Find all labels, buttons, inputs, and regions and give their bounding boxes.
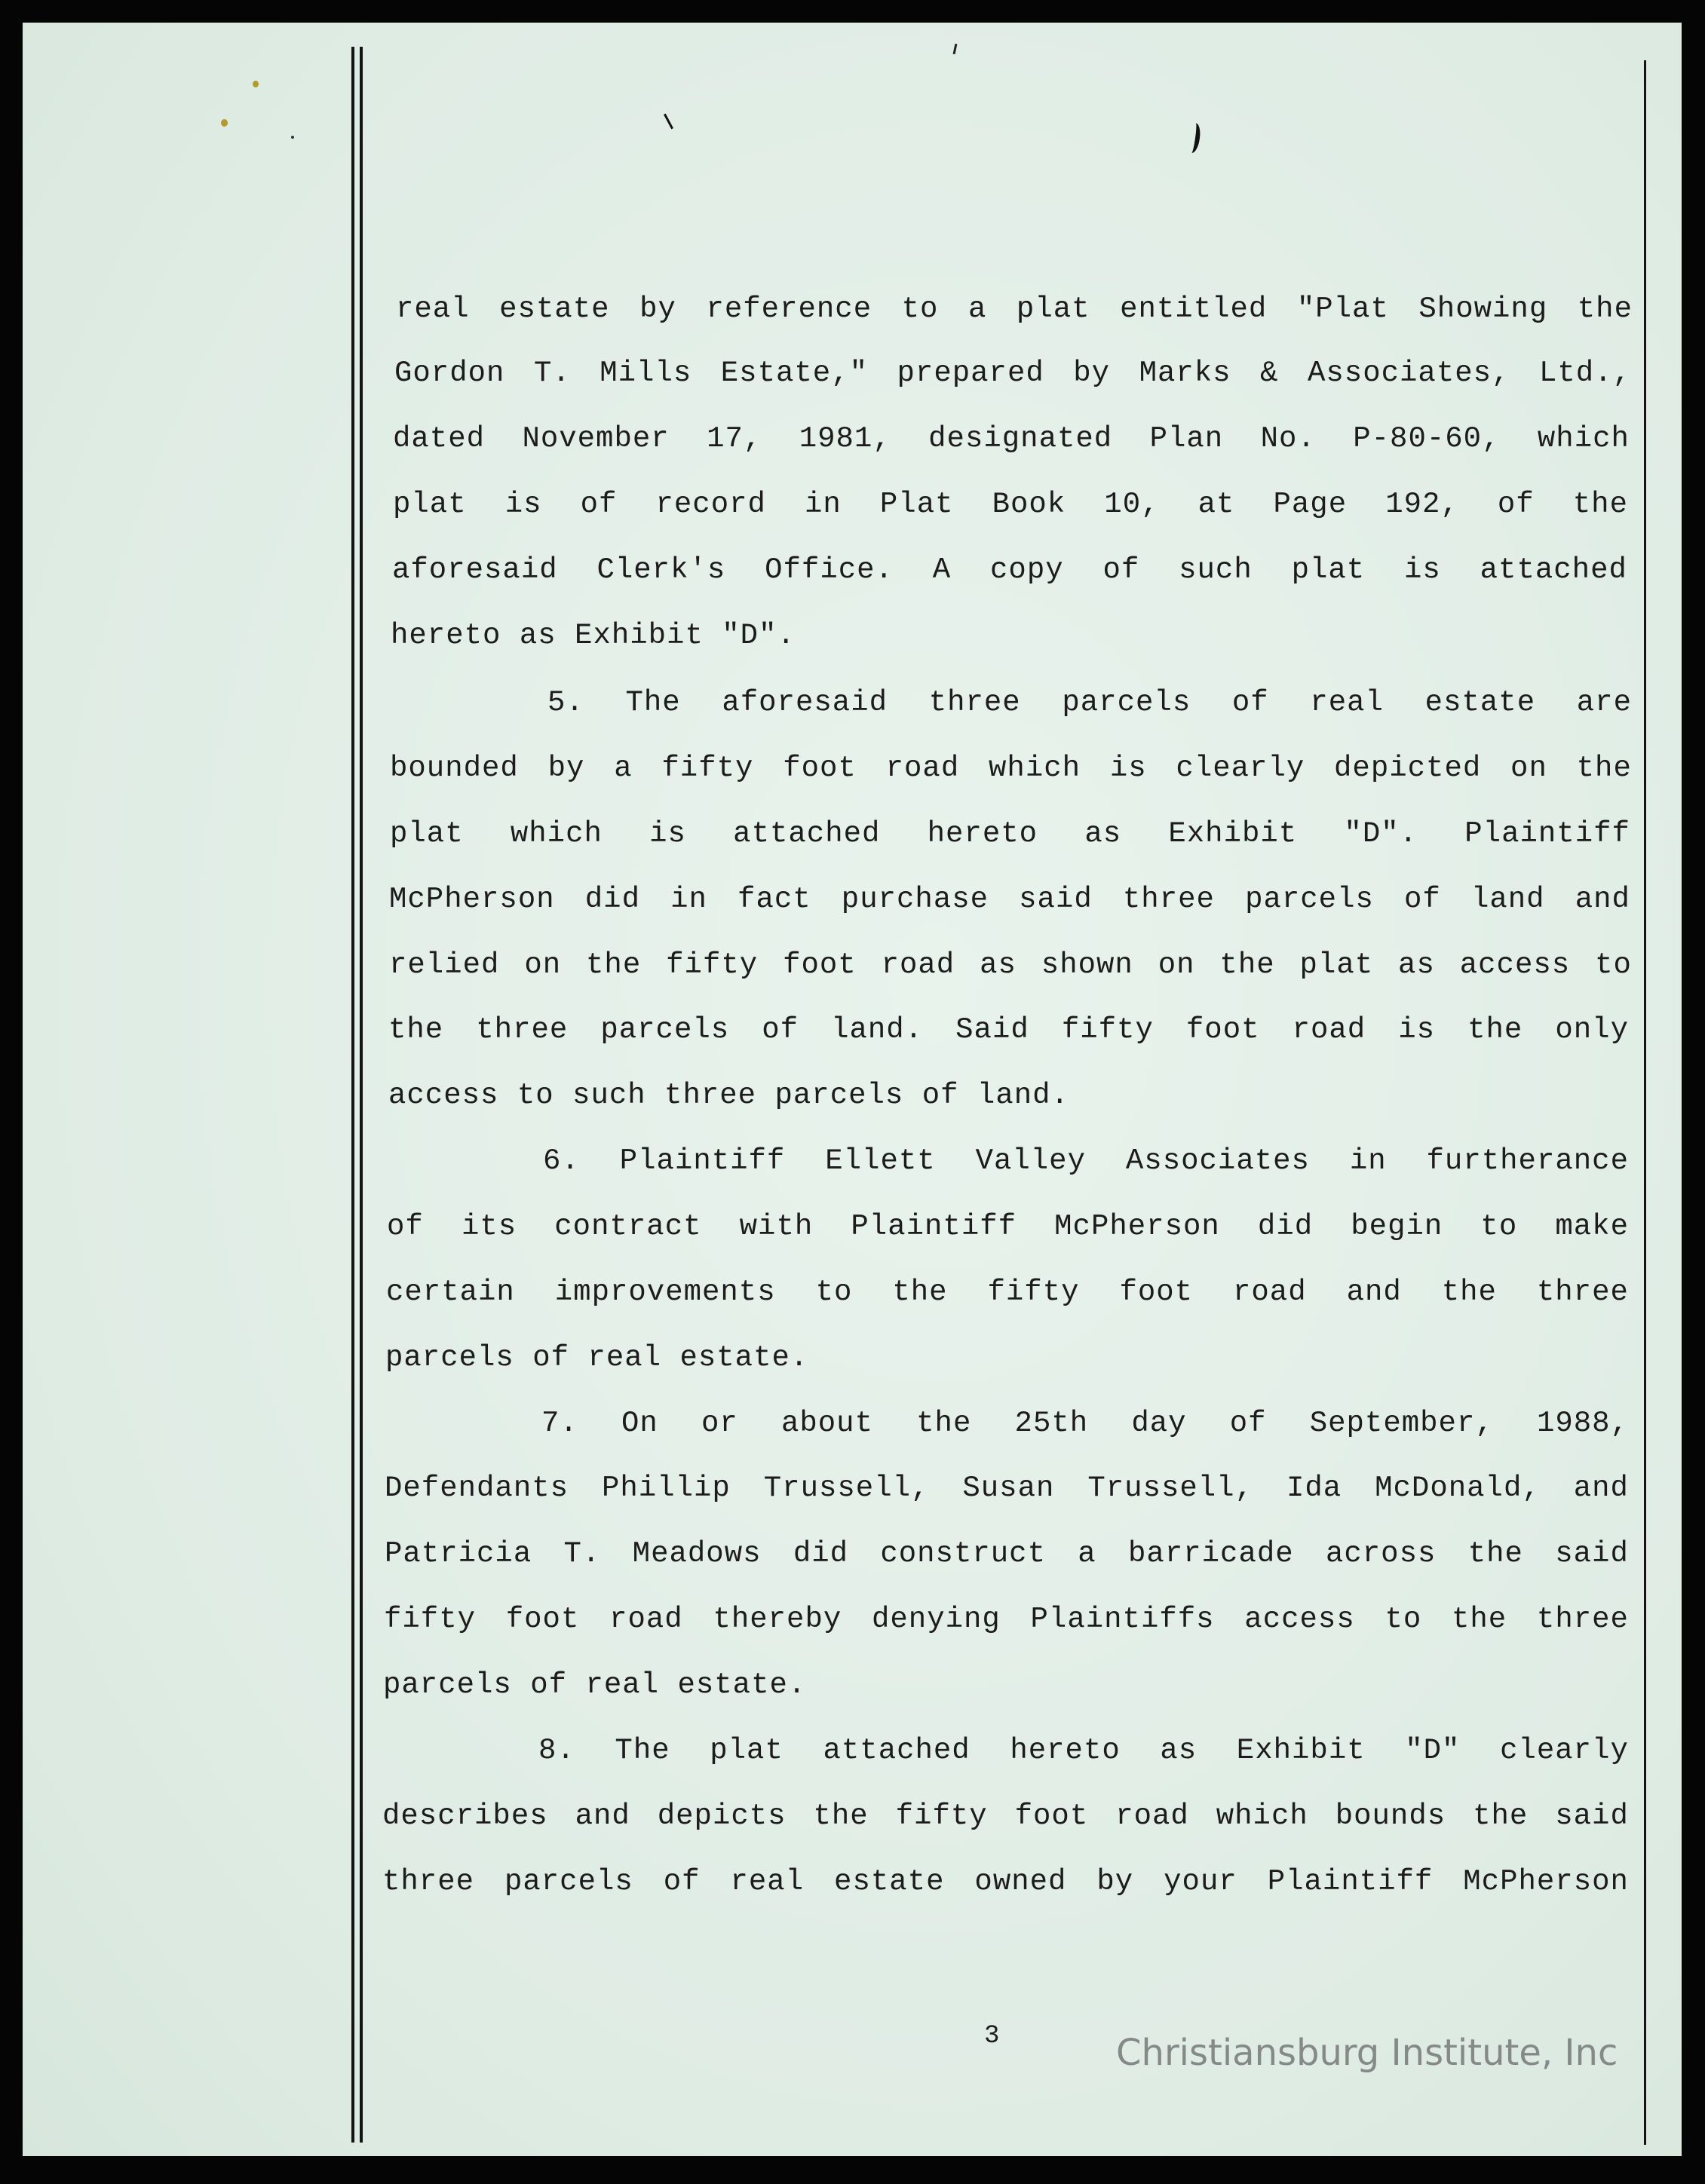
word: Ellett <box>825 1144 936 1178</box>
word: to <box>815 1276 853 1309</box>
word: The <box>625 686 681 719</box>
word: three <box>382 1865 475 1898</box>
word: owned <box>974 1865 1067 1898</box>
word: at <box>1197 488 1235 521</box>
word: of <box>1229 1407 1267 1440</box>
word: & <box>1260 357 1279 390</box>
word: clearly <box>1176 752 1305 785</box>
word: Book <box>992 488 1066 521</box>
document-page <box>23 23 1682 2156</box>
word: foot <box>1185 1013 1260 1046</box>
word: shown <box>1041 948 1133 982</box>
word: its <box>461 1210 517 1243</box>
word: 192, <box>1385 488 1459 521</box>
word: relied <box>389 948 500 982</box>
word: Said <box>955 1013 1029 1046</box>
word: attached <box>1480 553 1627 587</box>
word: by <box>1073 357 1111 390</box>
word: P-80-60, <box>1353 422 1501 455</box>
word: said <box>1019 883 1093 916</box>
word: Plaintiff <box>619 1144 786 1178</box>
paragraph-5-start <box>547 686 1632 719</box>
word: Plaintiff <box>1464 817 1630 850</box>
word: Mills <box>600 357 692 390</box>
word: hereto <box>927 817 1038 850</box>
text-line <box>388 1013 1629 1046</box>
word: make <box>1555 1210 1629 1243</box>
word: the <box>1473 1800 1529 1833</box>
word: barricade <box>1128 1537 1294 1570</box>
word: 25th <box>1014 1407 1089 1440</box>
word: of <box>1231 686 1269 719</box>
text-line <box>390 817 1630 850</box>
word: thereby <box>713 1603 842 1636</box>
word: fifty <box>384 1603 477 1636</box>
word: fifty <box>987 1276 1080 1309</box>
word: "Plat <box>1296 293 1389 326</box>
word: of <box>1497 488 1535 521</box>
word: dated <box>393 422 486 455</box>
word: Plan <box>1149 422 1224 455</box>
word: only <box>1555 1013 1629 1046</box>
word: November <box>522 422 670 455</box>
word: the <box>1219 948 1275 982</box>
word: foot <box>783 948 857 982</box>
text-line <box>386 1276 1629 1309</box>
word: 1988, <box>1536 1407 1629 1440</box>
text-line <box>385 1537 1629 1570</box>
word: estate <box>1424 686 1536 719</box>
word: land <box>1470 883 1545 916</box>
word: three <box>1536 1276 1629 1309</box>
word: did <box>793 1537 849 1570</box>
word: plat <box>1299 948 1374 982</box>
word: McPherson <box>1054 1210 1220 1243</box>
word: McDonald, <box>1375 1472 1541 1505</box>
word: Exhibit <box>1236 1734 1366 1767</box>
word: road <box>1115 1800 1189 1833</box>
word: depicts <box>657 1800 787 1833</box>
word: which <box>510 817 603 850</box>
word: three <box>476 1013 569 1046</box>
document-body <box>23 23 1682 2156</box>
word: and <box>1573 1472 1629 1505</box>
word: of <box>1102 553 1140 587</box>
word: plat <box>390 817 464 850</box>
text-line <box>384 1603 1629 1636</box>
word: Valley <box>975 1144 1086 1178</box>
word: road <box>885 752 960 785</box>
word: and <box>1575 883 1630 916</box>
word: "D" <box>1405 1734 1461 1767</box>
word: did <box>1257 1210 1314 1243</box>
word: fifty <box>1061 1013 1154 1046</box>
page-number: 3 <box>984 2022 1000 2051</box>
word: fifty <box>895 1800 988 1833</box>
word: reference <box>706 293 872 326</box>
word: land. <box>831 1013 924 1046</box>
word: Susan <box>962 1472 1055 1505</box>
word: aforesaid <box>722 686 888 719</box>
word: the <box>1572 488 1628 521</box>
word: of <box>1404 883 1441 916</box>
text-line: parcels of real estate. <box>383 1668 807 1702</box>
word: estate <box>499 293 610 326</box>
word: which <box>989 752 1081 785</box>
word: the <box>813 1800 869 1833</box>
word: furtherance <box>1426 1144 1629 1178</box>
word: foot <box>1119 1276 1194 1309</box>
word: the <box>1576 752 1632 785</box>
word: 1981, <box>799 422 891 455</box>
word: said <box>1555 1800 1629 1833</box>
word: by <box>639 293 676 326</box>
text-line <box>387 1210 1629 1243</box>
word: describes <box>382 1800 548 1833</box>
word: parcels <box>1062 686 1191 719</box>
word: in <box>1349 1144 1387 1178</box>
word: contract <box>554 1210 702 1243</box>
word: T. <box>533 357 571 390</box>
word: in <box>670 883 707 916</box>
text-line <box>393 422 1630 455</box>
word: the <box>1467 1013 1523 1046</box>
word: hereto <box>1010 1734 1121 1767</box>
word: bounded <box>390 752 519 785</box>
text-line: hereto as Exhibit "D". <box>391 619 796 652</box>
word: such <box>1179 553 1253 587</box>
word: depicted <box>1334 752 1482 785</box>
word: of <box>387 1210 424 1243</box>
word: clearly <box>1500 1734 1629 1767</box>
word: day <box>1131 1407 1187 1440</box>
word: Ida <box>1286 1472 1342 1505</box>
word: Patricia <box>385 1537 532 1570</box>
word: estate <box>834 1865 945 1898</box>
word: which <box>1216 1800 1308 1833</box>
word: road <box>881 948 955 982</box>
word: three <box>1536 1603 1629 1636</box>
word: On <box>621 1407 658 1440</box>
text-line <box>393 488 1628 521</box>
word: to <box>1385 1603 1422 1636</box>
word: of <box>762 1013 799 1046</box>
word: the <box>586 948 642 982</box>
text-line <box>390 752 1632 785</box>
word: Meadows <box>632 1537 762 1570</box>
word: as <box>1084 817 1122 850</box>
word: and <box>575 1800 630 1833</box>
word: of <box>663 1865 701 1898</box>
word: designated <box>928 422 1113 455</box>
word: Defendants <box>385 1472 569 1505</box>
word: improvements <box>554 1276 776 1309</box>
word: Phillip <box>602 1472 731 1505</box>
word: attached <box>733 817 881 850</box>
word: denying <box>871 1603 1001 1636</box>
word: about <box>780 1407 873 1440</box>
word: Page <box>1273 488 1348 521</box>
word: 17, <box>707 422 762 455</box>
word: Clerk's <box>596 553 726 587</box>
word: 8. <box>538 1734 575 1767</box>
word: the <box>1467 1537 1523 1570</box>
word: bounds <box>1335 1800 1446 1833</box>
word: road <box>609 1603 683 1636</box>
word: plat <box>393 488 467 521</box>
word: The <box>615 1734 670 1767</box>
word: is <box>504 488 542 521</box>
word: as <box>1160 1734 1197 1767</box>
word: 10, <box>1104 488 1160 521</box>
word: the <box>1577 293 1633 326</box>
word: is <box>1404 553 1441 587</box>
word: the <box>1441 1276 1497 1309</box>
text-line <box>392 553 1627 587</box>
word: by <box>1096 1865 1134 1898</box>
word: of <box>580 488 618 521</box>
word: three <box>1122 883 1215 916</box>
word: record <box>655 488 766 521</box>
word: road <box>1292 1013 1366 1046</box>
word: fifty <box>666 948 759 982</box>
text-line <box>389 883 1630 916</box>
word: Plat <box>879 488 954 521</box>
word: or <box>701 1407 738 1440</box>
word: McPherson <box>389 883 555 916</box>
word: the <box>388 1013 444 1046</box>
word: Trussell, <box>763 1472 930 1505</box>
word: 6. <box>543 1144 580 1178</box>
word: three <box>928 686 1021 719</box>
word: with <box>739 1210 814 1243</box>
text-line <box>385 1472 1629 1505</box>
word: No. <box>1260 422 1316 455</box>
word: and <box>1346 1276 1402 1309</box>
word: as <box>980 948 1017 982</box>
word: Marks <box>1139 357 1231 390</box>
word: parcels <box>504 1865 633 1898</box>
word: plat <box>1016 293 1090 326</box>
word: across <box>1325 1537 1437 1570</box>
watermark: Christiansburg Institute, Inc <box>1116 2032 1618 2074</box>
word: Ltd., <box>1538 357 1631 390</box>
word: parcels <box>1245 883 1374 916</box>
word: to <box>1595 948 1632 982</box>
word: are <box>1576 686 1632 719</box>
word: 5. <box>547 686 584 719</box>
word: "D". <box>1344 817 1418 850</box>
word: purchase <box>841 883 989 916</box>
word: in <box>805 488 842 521</box>
text-line: access to such three parcels of land. <box>388 1079 1069 1112</box>
word: McPherson <box>1463 1865 1629 1898</box>
word: Office. <box>765 553 894 587</box>
word: fact <box>738 883 811 916</box>
word: your <box>1164 1865 1237 1898</box>
word: is <box>649 817 686 850</box>
word: on <box>1158 948 1195 982</box>
word: fifty <box>661 752 754 785</box>
word: parcels <box>600 1013 730 1046</box>
paragraph-8-start <box>538 1734 1629 1767</box>
word: the <box>892 1276 948 1309</box>
word: begin <box>1351 1210 1443 1243</box>
text-line <box>389 948 1632 982</box>
word: construct <box>880 1537 1046 1570</box>
word: said <box>1555 1537 1629 1570</box>
word: copy <box>990 553 1064 587</box>
word: certain <box>386 1276 515 1309</box>
word: access <box>1459 948 1571 982</box>
word: prepared <box>897 357 1044 390</box>
word: foot <box>505 1603 580 1636</box>
word: plat <box>1291 553 1366 587</box>
word: T. <box>563 1537 601 1570</box>
word: Exhibit <box>1168 817 1298 850</box>
word: attached <box>823 1734 971 1767</box>
word: Estate," <box>720 357 869 390</box>
word: to <box>901 293 939 326</box>
word: Plaintiff <box>1267 1865 1434 1898</box>
word: plat <box>710 1734 784 1767</box>
word: real <box>1310 686 1384 719</box>
word: foot <box>1014 1800 1089 1833</box>
paragraph-6-start <box>543 1144 1629 1178</box>
word: access <box>1244 1603 1355 1636</box>
word: a <box>967 293 987 326</box>
text-line <box>396 293 1633 326</box>
text-line <box>382 1800 1629 1833</box>
word: Showing <box>1418 293 1548 326</box>
word: 7. <box>541 1407 578 1440</box>
word: a <box>1078 1537 1096 1570</box>
word: is <box>1398 1013 1436 1046</box>
word: entitled <box>1120 293 1268 326</box>
word: A <box>932 553 952 587</box>
word: the <box>916 1407 972 1440</box>
word: Associates <box>1125 1144 1310 1178</box>
word: Associates, <box>1308 357 1510 390</box>
word: real <box>730 1865 805 1898</box>
paragraph-7-start <box>541 1407 1629 1440</box>
word: Trussell, <box>1087 1472 1253 1505</box>
word: is <box>1109 752 1147 785</box>
word: on <box>524 948 562 982</box>
word: which <box>1537 422 1630 455</box>
text-line: parcels of real estate. <box>385 1341 809 1374</box>
word: Gordon <box>394 357 505 390</box>
word: by <box>547 752 585 785</box>
word: road <box>1233 1276 1307 1309</box>
word: on <box>1510 752 1547 785</box>
word: September, <box>1309 1407 1494 1440</box>
word: did <box>584 883 640 916</box>
word: as <box>1398 948 1435 982</box>
word: foot <box>783 752 857 785</box>
word: real <box>396 293 470 326</box>
text-line <box>382 1865 1629 1898</box>
text-line <box>394 357 1631 390</box>
word: to <box>1480 1210 1518 1243</box>
word: Plaintiff <box>851 1210 1017 1243</box>
word: Plaintiffs <box>1030 1603 1215 1636</box>
word: aforesaid <box>392 553 558 587</box>
word: the <box>1451 1603 1507 1636</box>
word: a <box>614 752 633 785</box>
